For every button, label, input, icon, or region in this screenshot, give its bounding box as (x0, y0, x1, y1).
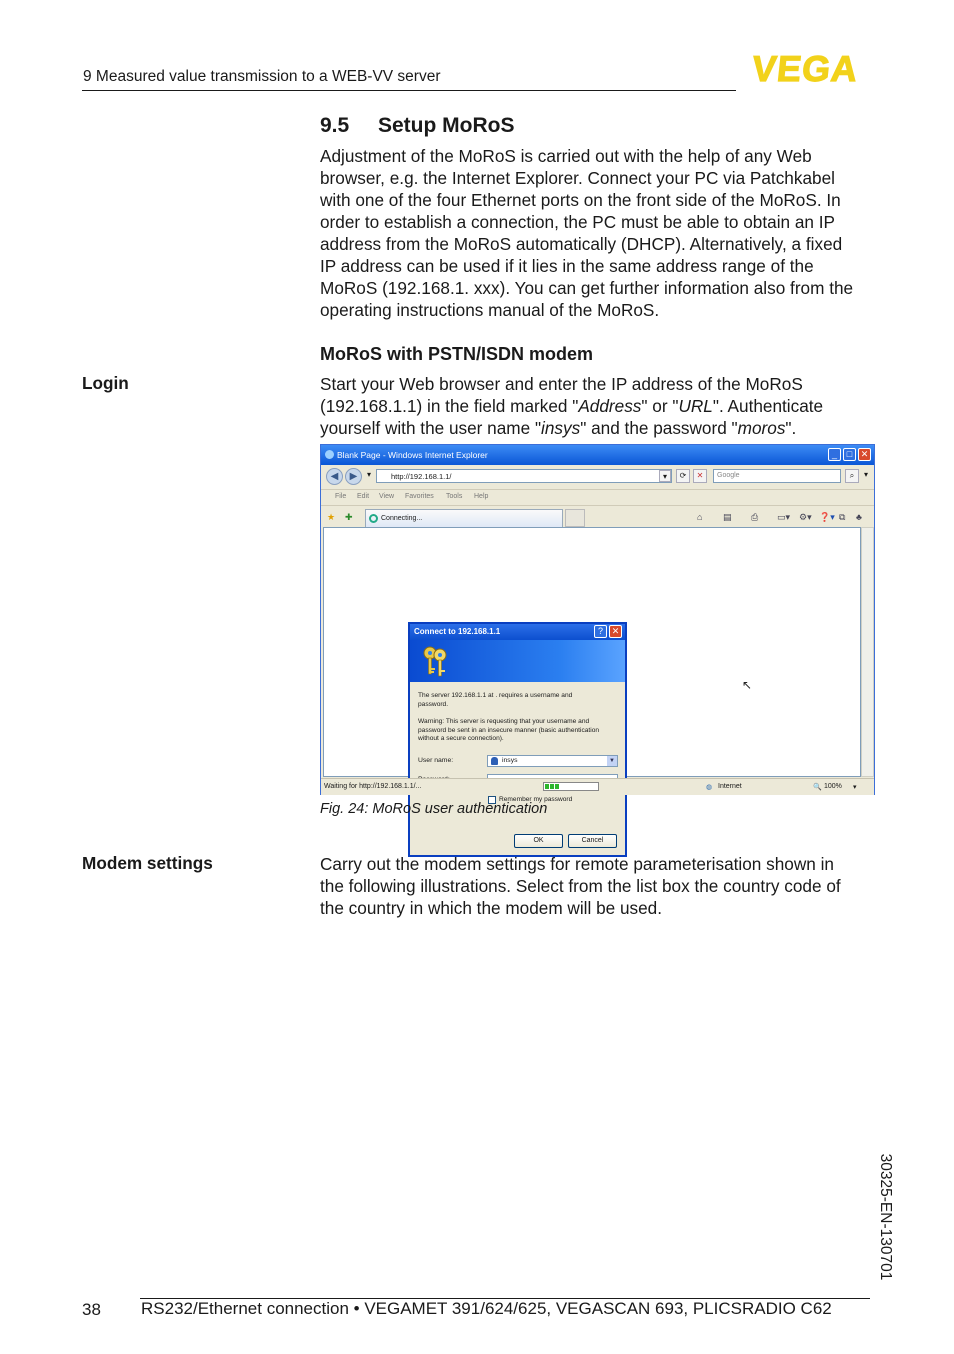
login-paragraph (320, 373, 876, 439)
chevron-down-icon[interactable]: ▾ (366, 470, 371, 479)
maximize-icon[interactable]: □ (843, 448, 856, 461)
intro-paragraph (320, 145, 876, 321)
intro-line: Adjustment of the MoRoS is carried out with the help of any Web (320, 146, 812, 166)
home-icon[interactable]: ⌂ (697, 512, 703, 522)
browser-title: Blank Page - Windows Internet Explorer (337, 450, 488, 460)
print-icon[interactable]: ⎙ (751, 512, 759, 522)
menu-tools[interactable]: Tools (446, 493, 463, 500)
ie-icon (325, 450, 334, 459)
section-title: Setup MoRoS (378, 114, 515, 137)
progress-bar (543, 782, 599, 791)
user-icon (491, 757, 498, 765)
remember-password-label: Remember my password (499, 796, 573, 803)
intro-line: IP address can be used if it lies in the same address range of the (320, 256, 814, 276)
status-text: Waiting for http://192.168.1.1/... (324, 783, 422, 790)
dialog-title-bar (410, 624, 625, 640)
modem-line: Carry out the modem settings for remote parameterisation shown in (320, 854, 834, 874)
search-placeholder: Google (717, 472, 740, 479)
modem-line: the country in which the modem will be used. (320, 898, 663, 918)
url-text: http://192.168.1.1/ (391, 472, 452, 481)
vertical-scrollbar[interactable] (861, 527, 874, 777)
menu-view[interactable]: View (379, 493, 395, 500)
section-number: 9.5 (320, 114, 350, 137)
chevron-down-icon[interactable]: ▾ (659, 470, 671, 482)
username-value: insys (502, 757, 518, 764)
cancel-button[interactable]: Cancel (568, 834, 617, 848)
add-favorite-icon[interactable]: ✚ (345, 512, 353, 522)
document-id: 30325-EN-130701 (877, 1153, 894, 1281)
feeds-icon[interactable]: ▤ (723, 512, 732, 522)
intro-line: MoRoS (192.168.1. xxx). You can get further information also from the (320, 278, 854, 298)
login-dialog (408, 622, 627, 857)
dialog-message: The server 192.168.1.1 at . requires a username and password. (418, 692, 573, 708)
minimize-icon[interactable]: _ (828, 448, 841, 461)
section-heading (320, 114, 515, 138)
close-icon[interactable]: ✕ (858, 448, 871, 461)
intro-line: address from the MoRoS automatically (DHCP). Alternatively, a fixed (320, 234, 843, 254)
header-rule (82, 90, 736, 91)
subsection-heading: MoRoS with PSTN/ISDN modem (320, 344, 594, 364)
chevron-down-icon[interactable]: ▾ (853, 784, 857, 791)
search-icon[interactable]: ⌕ (845, 469, 859, 483)
dialog-banner (410, 640, 625, 682)
chevron-down-icon[interactable]: ▼ (607, 756, 617, 766)
forward-icon[interactable]: ▶ (345, 468, 362, 485)
zone-text: Internet (718, 783, 742, 790)
back-icon[interactable]: ◀ (326, 468, 343, 485)
dialog-title: Connect to 192.168.1.1 (414, 627, 501, 636)
login-side-label: Login (82, 373, 129, 393)
mouse-cursor-icon: ↖ (742, 678, 753, 692)
username-field[interactable] (487, 755, 618, 767)
search-input[interactable] (713, 469, 841, 483)
login-line: yourself with the user name "insys" and the password "moros". (320, 418, 797, 438)
intro-line: operating instructions manual of the MoRoS. (320, 300, 660, 320)
running-header: 9 Measured value transmission to a WEB-VV server (83, 68, 441, 85)
stop-icon[interactable]: ✕ (693, 469, 707, 483)
close-icon[interactable]: ✕ (609, 625, 622, 638)
new-tab-button[interactable] (565, 509, 585, 527)
menu-edit[interactable]: Edit (357, 493, 370, 500)
username-label: User name: (418, 757, 454, 764)
login-line: (192.168.1.1) in the field marked "Address" or "URL". Authenticate (320, 396, 824, 416)
vega-logo (742, 48, 872, 89)
menu-favorites[interactable]: Favorites (405, 493, 434, 500)
page-icon[interactable]: ▭▾ (777, 512, 791, 522)
zoom-level[interactable]: 100% (824, 783, 842, 790)
tab-bar (321, 505, 874, 528)
figure-caption: Fig. 24: MoRoS user authentication (320, 801, 548, 817)
footer-text: RS232/Ethernet connection • VEGAMET 391/624/625, VEGASCAN 693, PLICSRADIO C62 (141, 1299, 832, 1318)
keys-icon (420, 644, 450, 678)
tools-gear-icon[interactable]: ⚙▾ (799, 512, 812, 522)
logo-text: VEGA (750, 48, 861, 89)
chevron-down-icon[interactable]: ▾ (863, 470, 868, 479)
address-bar-row (321, 465, 874, 489)
messenger-icon[interactable]: ♣ (856, 512, 862, 522)
favorites-star-icon[interactable]: ★ (327, 512, 336, 522)
browser-title-bar (321, 445, 874, 465)
progress-fill (545, 784, 560, 789)
address-input[interactable] (376, 469, 672, 483)
intro-line: order to establish a connection, the PC must be able to obtain an IP (320, 212, 835, 232)
research-icon[interactable]: ⧉ (839, 512, 846, 522)
login-line: Start your Web browser and enter the IP address of the MoRoS (320, 374, 803, 394)
refresh-icon[interactable]: ⟳ (676, 469, 690, 483)
modem-side-label: Modem settings (82, 853, 213, 873)
tab-label: Connecting... (381, 515, 423, 522)
help-icon[interactable]: ❓▾ (819, 512, 835, 522)
globe-icon: ◍ (706, 784, 713, 791)
modem-paragraph (320, 853, 876, 919)
help-icon[interactable]: ? (594, 625, 607, 638)
page-number: 38 (82, 1300, 101, 1319)
ok-button[interactable]: OK (514, 834, 563, 848)
menu-help[interactable]: Help (474, 493, 489, 500)
zoom-icon[interactable]: 🔍 (813, 784, 822, 791)
status-bar (321, 778, 874, 795)
tab-connecting[interactable] (365, 509, 563, 527)
menu-file[interactable]: File (335, 493, 347, 500)
modem-line: the following illustrations. Select from the list box the country code of (320, 876, 841, 896)
loading-icon (369, 514, 378, 523)
intro-line: browser, e.g. the Internet Explorer. Connect your PC via Patchkabel (320, 168, 835, 188)
intro-line: with one of the four Ethernet ports on the front side of the MoRoS. In (320, 190, 841, 210)
menu-bar (321, 489, 874, 506)
dialog-warning: Warning: This server is requesting that your username and password be sent in an insecure manner (basic authentication without a secure connection). (418, 718, 600, 743)
